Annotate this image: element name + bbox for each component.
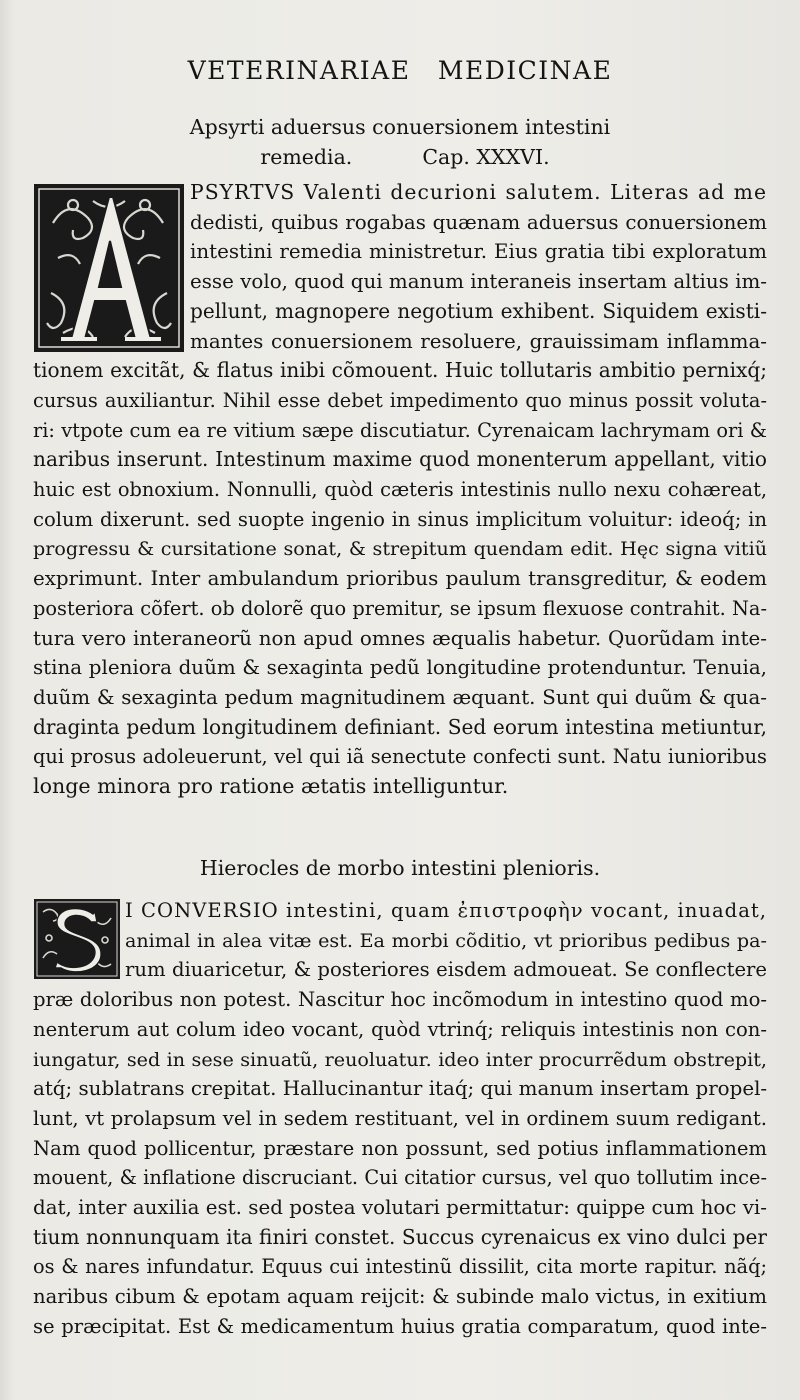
text-line: os & nares infundatur. Equus cui intestinũ dissilit, cita morte rapitur. nãq́; xyxy=(33,1255,767,1279)
text-line: atq́; sublatrans crepitat. Hallucinantur itaq́; qui manum insertam propel- xyxy=(33,1077,768,1101)
text-line: animal in alea vitæ est. Ea morbi cõditio, vt prioribus pedibus pa- xyxy=(125,928,767,952)
text-line: colum dixerunt. sed suopte ingenio in sinus implicitum voluitur: ideoq́; in xyxy=(33,507,767,531)
text-line: Nam quod pollicentur, præstare non possunt, sed potius inflammationem xyxy=(33,1136,767,1160)
text-line: rum diuaricetur, & posteriores eisdem admoueat. Se conflectere xyxy=(125,958,767,982)
text-line: nenterum aut colum ideo vocant, quòd vtrinq́; reliquis intestinis non con- xyxy=(33,1017,767,1041)
text-line: iungatur, sed in sese sinuatũ, reuoluatur. ideo inter procurrẽdum obstrepit, xyxy=(33,1047,767,1071)
section2-text xyxy=(33,896,767,1342)
text-line: esse volo, quod qui manum interaneis insertam altius im- xyxy=(190,270,767,294)
chapter-title-line1: Apsyrti aduersus conuersionem intestini xyxy=(189,115,611,139)
running-head: VETERINARIAE MEDICINAE xyxy=(187,56,613,85)
text-line: duũm & sexaginta pedum magnitudinem æquant. Sunt qui duũm & qua- xyxy=(33,685,767,709)
text-line: PSYRTVS Valenti decurioni salutem. Literas ad me xyxy=(190,180,767,204)
text-line: lunt, vt prolapsum vel in sedem restituant, vel in ordinem suum redigant. xyxy=(33,1106,767,1130)
chapter-title-remedia: remedia. xyxy=(260,145,353,169)
text-line: mantes conuersionem resoluere, grauissimam inflamma- xyxy=(190,329,767,353)
text-line: stina pleniora duũm & sexaginta pedũ longitudine protenduntur. Tenuia, xyxy=(33,656,767,680)
text-line: cursus auxiliantur. Nihil esse debet impedimento quo minus possit voluta- xyxy=(33,388,767,412)
text-line: longe minora pro ratione ætatis intelliguntur. xyxy=(33,774,509,799)
text-line: dedisti, quibus rogabas quænam aduersus conuersionem xyxy=(190,210,767,234)
text-line: pellunt, magnopere negotium exhibent. Siquidem existi- xyxy=(190,298,767,323)
text-line: mouent, & inflatione discruciant. Cui citatior cursus, vel quo tollutim ince- xyxy=(33,1166,767,1190)
chapter-title-line2 xyxy=(0,142,800,172)
text-line: posteriora cõfert. ob dolorẽ quo premitur, se ipsum flexuose contrahit. Na- xyxy=(33,596,767,620)
text-line: naribus cibum & epotam aquam reijcit: & subinde malo victus, in exitium xyxy=(33,1285,767,1309)
text-line: qui prosus adoleuerunt, vel qui iã senectute confecti sunt. Natu iunioribus xyxy=(33,745,767,769)
chapter-number: Cap. XXXVI. xyxy=(422,145,550,169)
text-line: tium nonnunquam ita finiri constet. Succus cyrenaicus ex vino dulci per xyxy=(33,1224,767,1249)
text-line: I CONVERSIO intestini, quam ἐπιστροφὴν vocant, inuadat, xyxy=(125,899,767,922)
text-line: naribus inserunt. Intestinum maxime quod monenterum appellant, vitio xyxy=(33,447,767,472)
text-line: draginta pedum longitudinem definiant. Sed eorum intestina metiuntur, xyxy=(33,714,767,739)
text-line: tura vero interaneorũ non apud omnes æqualis habetur. Quorũdam inte- xyxy=(33,626,767,650)
text-line: huic est obnoxium. Nonnulli, quòd cæteris intestinis nullo nexu cohæreat, xyxy=(33,478,767,502)
chapter-title xyxy=(0,112,800,172)
text-line: tionem excitãt, & flatus inibi cõmouent. Huic tollutaris ambitio pernixq́; xyxy=(33,358,767,383)
section2-title: Hierocles de morbo intestini plenioris. xyxy=(199,856,601,880)
text-line: ri: vtpote cum ea re vitium sæpe discutiatur. Cyrenaicam lachrymam ori & xyxy=(33,418,767,442)
text-line: progressu & cursitatione sonat, & strepitum quendam edit. Hęc signa vitiũ xyxy=(33,537,767,561)
text-line: præ doloribus non potest. Nascitur hoc incõmodum in intestino quod mo- xyxy=(33,988,767,1012)
text-line: dat, inter auxilia est. sed postea volutari permittatur: quippe cum hoc vi- xyxy=(33,1196,767,1220)
section1-text xyxy=(33,178,767,802)
text-line: se præcipitat. Est & medicamentum huius gratia comparatum, quod inte- xyxy=(33,1314,767,1338)
text-line: intestini remedia ministretur. Eius gratia tibi exploratum xyxy=(190,240,767,264)
text-line: exprimunt. Inter ambulandum prioribus paulum transgreditur, & eodem xyxy=(33,567,767,591)
